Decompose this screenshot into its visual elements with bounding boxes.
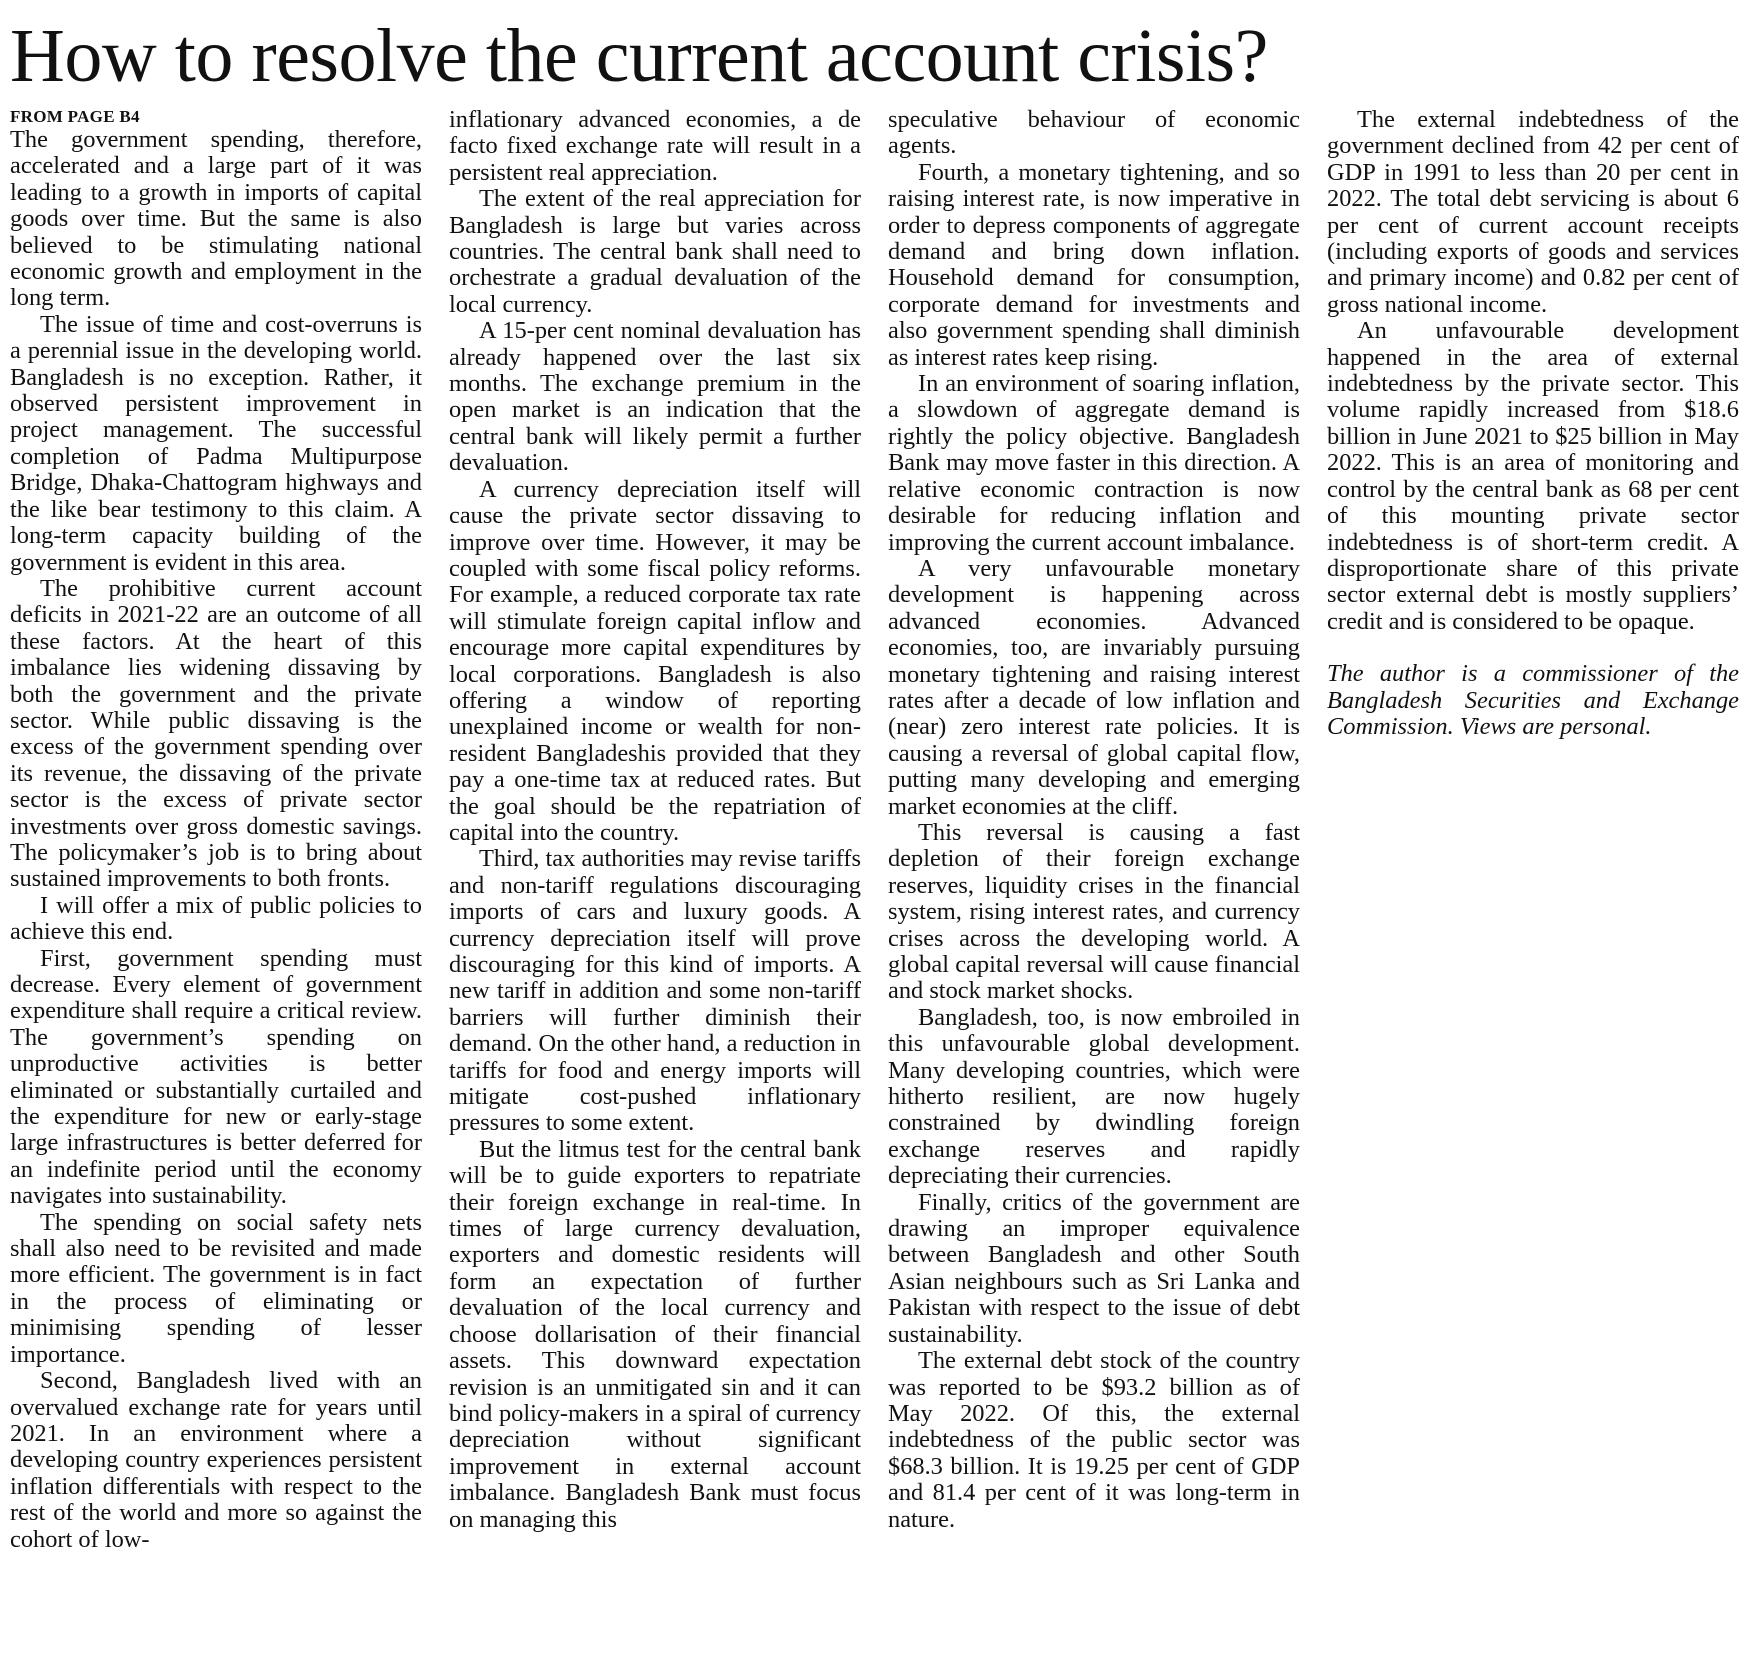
paragraph: The external debt stock of the country was reported to be $93.2 billion as of May 2022. Of this, the external indebtedness of the public sector was $68.3 billion. It is 19.25 per cent of GDP and 81.4 per cent of it was long-term in nature. <box>888 1347 1300 1533</box>
paragraph: Third, tax authorities may revise tariffs and non-tariff regulations discouraging imports of cars and luxury goods. A currency depreciation itself will prove discouraging for this kind of imports. A new tariff in addition and some non-tariff barriers will further diminish their demand. On the other hand, a reduction in tariffs for food and energy imports will mitigate cost-pushed inflationary pressures to some extent. <box>449 845 861 1137</box>
paragraph: But the litmus test for the central bank will be to guide exporters to repatriate their foreign exchange in real-time. In times of large currency devaluation, exporters and domestic residents will form an expectation of further devaluation of the local currency and choose dollarisation of their financial assets. This downward expectation revision is an unmitigated sin and it can bind policy-makers in a spiral of currency depreciation without significant improvement in external account imbalance. Bangladesh Bank must focus on managing this <box>449 1135 861 1533</box>
paragraph: A 15-per cent nominal devaluation has already happened over the last six months. The exchange premium in the open market is an indication that the central bank will likely permit a further devaluation. <box>449 317 861 477</box>
author-note: The author is a commissioner of the Bangladesh Securities and Exchange Commission. Views are personal. <box>1327 660 1739 740</box>
paragraph: Fourth, a monetary tightening, and so raising interest rate, is now imperative in order to depress components of aggregate demand and bring down inflation. Household demand for consumption, corporate demand for investments and also government spending shall diminish as interest rates keep rising. <box>888 158 1300 371</box>
paragraph: The prohibitive current account deficits in 2021-22 are an outcome of all these factors. At the heart of this imbalance lies widening dissaving by both the government and the private sector. While public dissaving is the excess of the government spending over its revenue, the dissaving of the private sector is the excess of private sector investments over gross domestic savings. The policymaker’s job is to bring about sustained improvements to both fronts. <box>10 574 422 893</box>
paragraph: The extent of the real appreciation for Bangladesh is large but varies across countries. The central bank shall need to orchestrate a gradual devaluation of the local currency. <box>449 185 861 318</box>
paragraph: speculative behaviour of economic agents. <box>888 107 1300 160</box>
article-column-3 <box>888 107 1300 1647</box>
headline: How to resolve the current account crisis? <box>10 14 1268 98</box>
continued-from-label: FROM PAGE B4 <box>10 107 140 126</box>
paragraph: inflationary advanced economies, a de facto fixed exchange rate will result in a persistent real appreciation. <box>449 107 861 186</box>
paragraph: This reversal is causing a fast depletion of their foreign exchange reserves, liquidity crises in the financial system, rising interest rates, and currency crises across the developing world. A global capital reversal will cause financial and stock market shocks. <box>888 818 1300 1005</box>
article-column-4 <box>1327 107 1739 1647</box>
article-column-1 <box>10 107 422 1647</box>
paragraph: First, government spending must decrease. Every element of government expenditure shall require a critical review. The government’s spending on unproductive activities is better eliminated or substantially curtailed and the expenditure for new or early-stage large infrastructures is better deferred for an indefinite period until the economy navigates into sustainability. <box>10 944 422 1210</box>
paragraph: The government spending, therefore, accelerated and a large part of it was leading to a growth in imports of capital goods over time. But the same is also believed to be stimulating national economic growth and employment in the long term. <box>10 126 422 312</box>
paragraph: In an environment of soaring inflation, a slowdown of aggregate demand is rightly the policy objective. Bangladesh Bank may move faster in this direction. A relative economic contraction is now desirable for reducing inflation and improving the current account imbalance. <box>888 370 1300 556</box>
paragraph: Finally, critics of the government are drawing an improper equivalence between Bangladesh and other South Asian neighbours such as Sri Lanka and Pakistan with respect to the issue of debt sustainability. <box>888 1188 1300 1348</box>
paragraph: I will offer a mix of public policies to achieve this end. <box>10 891 422 946</box>
paragraph: Bangladesh, too, is now embroiled in this unfavourable global development. Many developing countries, which were hitherto resilient, are now hugely constrained by dwindling foreign exchange reserves and rapidly depreciating their currencies. <box>888 1003 1300 1190</box>
article-column-2 <box>449 107 861 1647</box>
paragraph: The external indebtedness of the government declined from 42 per cent of GDP in 1991 to less than 20 per cent in 2022. The total debt servicing is about 6 per cent of current account receipts (including exports of goods and services and primary income) and 0.82 per cent of gross national income. <box>1327 107 1739 318</box>
paragraph: A very unfavourable monetary development is happening across advanced economies. Advanced economies, too, are invariably pursuing monetary tightening and raising interest rates after a decade of low inflation and (near) zero interest rate policies. It is causing a reversal of global capital flow, putting many developing and emerging market economies at the cliff. <box>888 554 1300 820</box>
paragraph: A currency depreciation itself will cause the private sector dissaving to improve over time. However, it may be coupled with some fiscal policy reforms. For example, a reduced corporate tax rate will stimulate foreign capital inflow and encourage more capital expenditures by local corporations. Bangladesh is also offering a window of reporting unexplained income or wealth for non-resident Bangladeshis provided that they pay a one-time tax at reduced rates. But the goal should be the repatriation of capital into the country. <box>449 475 861 846</box>
paragraph: The issue of time and cost-overruns is a perennial issue in the developing world. Bangladesh is no exception. Rather, it observed persistent improvement in project management. The successful completion of Padma Multipurpose Bridge, Dhaka-Chattogram highways and the like bear testimony to this claim. A long-term capacity building of the government is evident in this area. <box>10 310 422 576</box>
paragraph: Second, Bangladesh lived with an overvalued exchange rate for years until 2021. In an environment where a developing country experiences persistent inflation differentials with respect to the rest of the world and more so against the cohort of low- <box>10 1367 422 1553</box>
paragraph: The spending on social safety nets shall also need to be revisited and made more efficient. The government is in fact in the process of eliminating or minimising spending of lesser importance. <box>10 1208 422 1368</box>
paragraph: An unfavourable development happened in the area of external indebtedness by the private sector. This volume rapidly increased from $18.6 billion in June 2021 to $25 billion in May 2022. This is an area of monitoring and control by the central bank as 68 per cent of this mounting private sector indebtedness is of short-term credit. A disproportionate share of this private sector external debt is mostly suppliers’ credit and is considered to be opaque. <box>1327 317 1739 635</box>
